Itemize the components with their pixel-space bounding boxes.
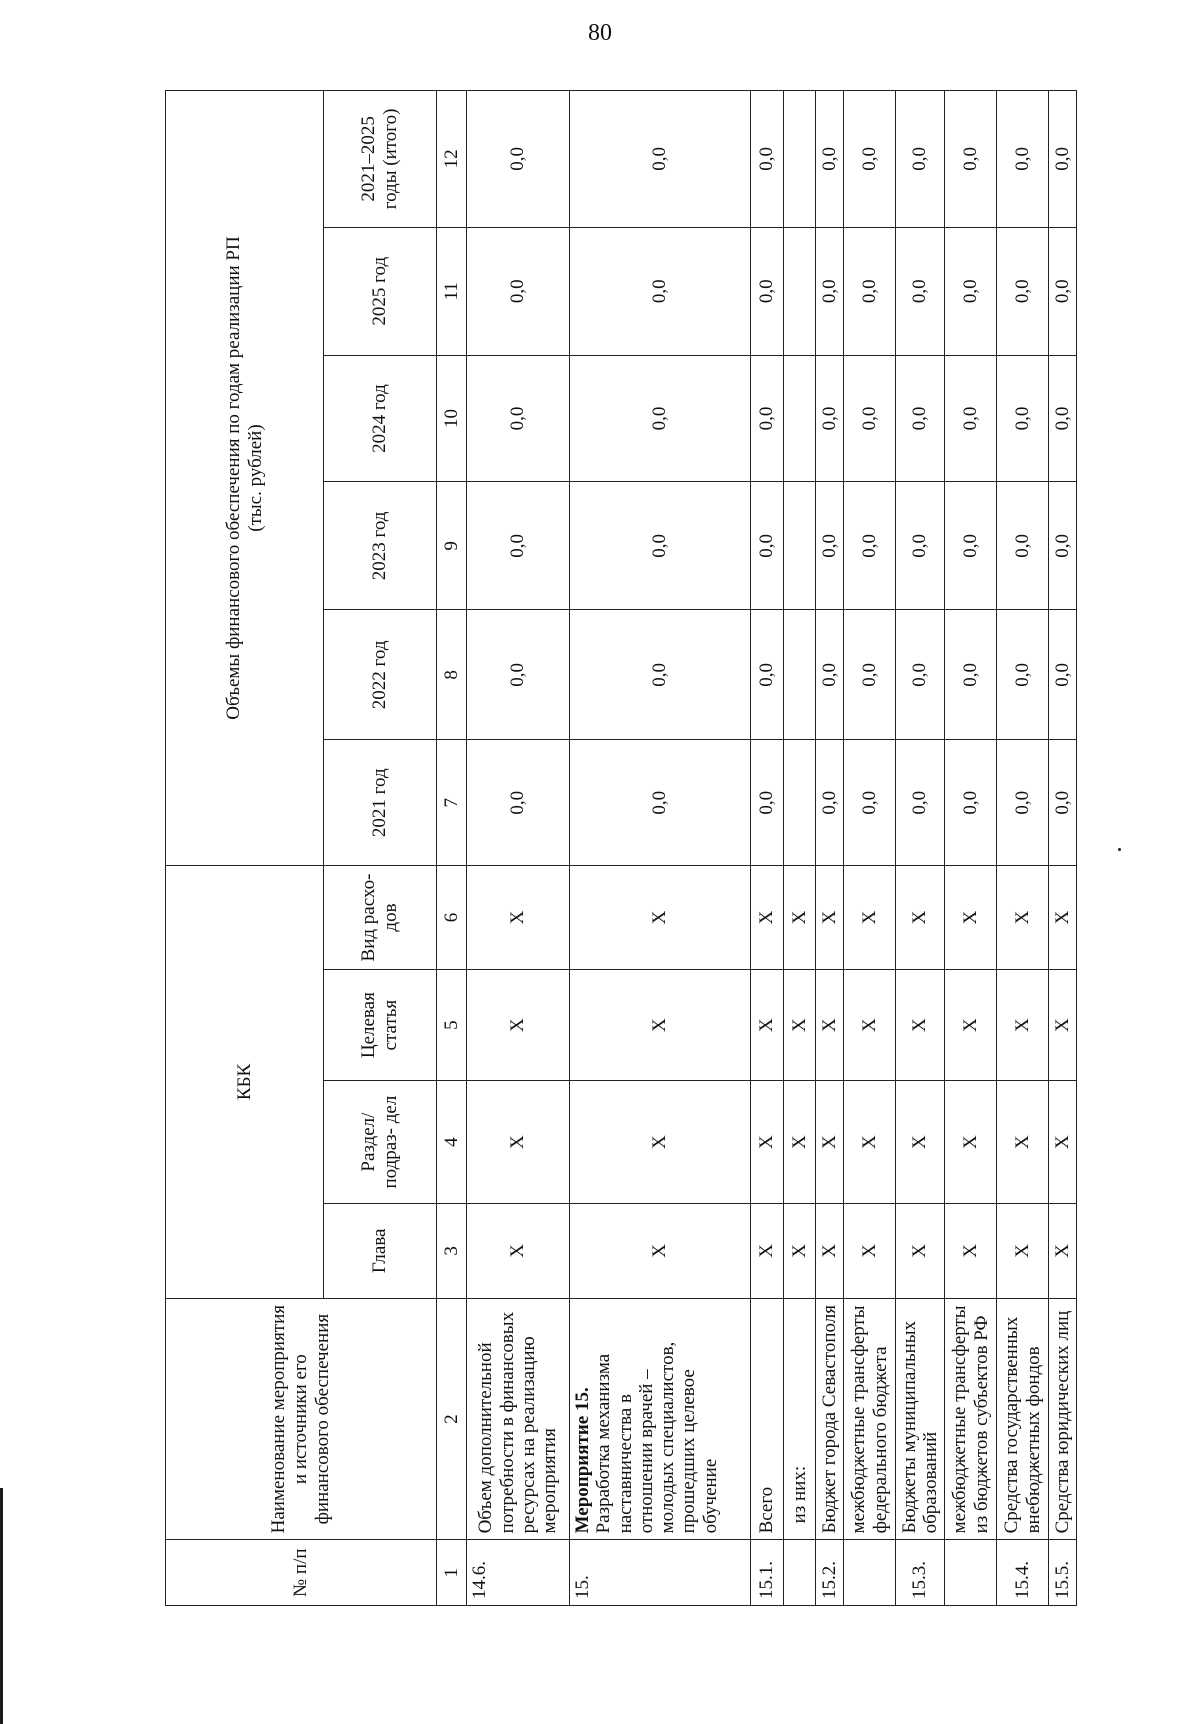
value-cell: 0,0 [751, 610, 784, 740]
row-name: Средства юридических лиц [1049, 1298, 1077, 1540]
table-row [467, 91, 570, 1606]
row-name: Бюджет города Севастополя [816, 1298, 844, 1540]
row-name: Средства государственных внебюджетных фондов [997, 1298, 1049, 1540]
funding-table [165, 90, 1077, 1606]
table-row [784, 91, 816, 1606]
kbk-cell: X [945, 969, 997, 1080]
value-cell: 0,0 [945, 610, 997, 740]
value-cell: 0,0 [467, 355, 570, 482]
value-cell: 0,0 [844, 482, 896, 610]
table-row [997, 91, 1049, 1606]
value-cell: 0,0 [467, 227, 570, 355]
value-cell: 0,0 [816, 740, 844, 866]
kbk-cell: X [896, 1203, 945, 1298]
header-year-2024: 2024 год [324, 355, 437, 482]
col-number: 12 [437, 91, 467, 228]
kbk-cell: X [751, 969, 784, 1080]
value-cell: 0,0 [896, 91, 945, 228]
value-cell: 0,0 [896, 355, 945, 482]
row-number: 15.1. [751, 1540, 784, 1606]
row-name-bold: Мероприятие 15. [572, 1387, 593, 1534]
value-cell: 0,0 [997, 91, 1049, 228]
value-cell: 0,0 [570, 91, 751, 228]
col-number: 3 [437, 1203, 467, 1298]
value-cell [784, 482, 816, 610]
row-name: межбюджетные трансферты федерального бюджета [844, 1298, 896, 1540]
row-number: 15. [570, 1540, 751, 1606]
table-row [945, 91, 997, 1606]
kbk-cell: X [945, 1081, 997, 1203]
kbk-cell: X [1049, 866, 1077, 970]
value-cell: 0,0 [467, 610, 570, 740]
kbk-cell: X [844, 1203, 896, 1298]
table-row [816, 91, 844, 1606]
value-cell: 0,0 [467, 482, 570, 610]
value-cell: 0,0 [945, 740, 997, 866]
col-number: 2 [437, 1298, 467, 1540]
value-cell [784, 227, 816, 355]
row-number [844, 1540, 896, 1606]
value-cell: 0,0 [1049, 610, 1077, 740]
col-number: 10 [437, 355, 467, 482]
value-cell: 0,0 [896, 482, 945, 610]
row-number: 15.4. [997, 1540, 1049, 1606]
row-name: Объем дополнительной потребности в финансовых ресурсах на реализацию мероприятия [467, 1298, 570, 1540]
value-cell: 0,0 [997, 740, 1049, 866]
value-cell: 0,0 [945, 482, 997, 610]
table-row [1049, 91, 1077, 1606]
kbk-cell: X [945, 1203, 997, 1298]
header-kbk-target: Целевая статья [324, 969, 437, 1080]
value-cell: 0,0 [1049, 740, 1077, 866]
table-row [896, 91, 945, 1606]
kbk-cell: X [997, 866, 1049, 970]
kbk-cell: X [784, 969, 816, 1080]
value-cell: 0,0 [570, 740, 751, 866]
kbk-cell: X [467, 1203, 570, 1298]
value-cell: 0,0 [1049, 227, 1077, 355]
row-name: межбюджетные трансферты из бюджетов субъектов РФ [945, 1298, 997, 1540]
kbk-cell: X [945, 866, 997, 970]
value-cell: 0,0 [751, 227, 784, 355]
kbk-cell: X [844, 969, 896, 1080]
value-cell: 0,0 [896, 227, 945, 355]
row-name: из них: [784, 1298, 816, 1540]
funding-unit: (тыс. рублей) [244, 424, 266, 532]
row-number [945, 1540, 997, 1606]
value-cell: 0,0 [945, 227, 997, 355]
value-cell: 0,0 [751, 482, 784, 610]
header-year-2023: 2023 год [324, 482, 437, 610]
kbk-cell: X [896, 866, 945, 970]
kbk-cell: X [784, 866, 816, 970]
row-number: 15.2. [816, 1540, 844, 1606]
col-number: 7 [437, 740, 467, 866]
header-funding [166, 91, 324, 866]
header-kbk-type: Вид расхо- дов [324, 866, 437, 970]
value-cell: 0,0 [816, 355, 844, 482]
value-cell: 0,0 [844, 91, 896, 228]
table-row [844, 91, 896, 1606]
col-number: 1 [437, 1540, 467, 1606]
value-cell [784, 355, 816, 482]
page-number: 80 [588, 20, 612, 46]
kbk-cell: X [570, 969, 751, 1080]
column-numbers-row [437, 91, 467, 1606]
col-number: 9 [437, 482, 467, 610]
kbk-cell: X [784, 1081, 816, 1203]
col-number: 5 [437, 969, 467, 1080]
value-cell: 0,0 [844, 610, 896, 740]
row-name: Бюджеты муниципальных образований [896, 1298, 945, 1540]
kbk-cell: X [844, 1081, 896, 1203]
value-cell: 0,0 [570, 227, 751, 355]
table-row [570, 91, 751, 1606]
row-number: 14.6. [467, 1540, 570, 1606]
rotated-table-wrapper [165, 90, 1112, 1606]
header-year-2022: 2022 год [324, 610, 437, 740]
row-name: Всего [751, 1298, 784, 1540]
kbk-cell: X [467, 969, 570, 1080]
kbk-cell: X [896, 1081, 945, 1203]
col-number: 8 [437, 610, 467, 740]
value-cell: 0,0 [751, 91, 784, 228]
kbk-cell: X [997, 969, 1049, 1080]
kbk-cell: X [784, 1203, 816, 1298]
kbk-cell: X [1049, 1203, 1077, 1298]
value-cell: 0,0 [467, 91, 570, 228]
value-cell: 0,0 [945, 355, 997, 482]
value-cell: 0,0 [570, 610, 751, 740]
col-number: 6 [437, 866, 467, 970]
value-cell: 0,0 [570, 355, 751, 482]
value-cell: 0,0 [816, 610, 844, 740]
kbk-cell: X [816, 866, 844, 970]
kbk-cell: X [816, 969, 844, 1080]
kbk-cell: X [751, 866, 784, 970]
kbk-cell: X [570, 1081, 751, 1203]
value-cell [784, 610, 816, 740]
header-no: № п/п [166, 1540, 437, 1606]
kbk-cell: X [816, 1203, 844, 1298]
kbk-cell: X [751, 1081, 784, 1203]
kbk-cell: X [1049, 1081, 1077, 1203]
col-number: 11 [437, 227, 467, 355]
header-kbk: КБК [166, 866, 324, 1299]
header-name: Наименование мероприятия и источники его финансового обеспечения [166, 1298, 437, 1540]
scan-speck [1118, 848, 1121, 851]
header-kbk-chapter: Глава [324, 1203, 437, 1298]
kbk-cell: X [1049, 969, 1077, 1080]
value-cell: 0,0 [997, 610, 1049, 740]
kbk-cell: X [751, 1203, 784, 1298]
value-cell: 0,0 [816, 482, 844, 610]
row-name-text: Разработка механизма наставничества в отношении врачей – молодых специалистов, прошедших целевое обучение [593, 1341, 721, 1534]
header-year-2025: 2025 год [324, 227, 437, 355]
kbk-cell: X [570, 866, 751, 970]
value-cell: 0,0 [844, 740, 896, 866]
value-cell: 0,0 [844, 227, 896, 355]
value-cell: 0,0 [1049, 91, 1077, 228]
value-cell: 0,0 [751, 355, 784, 482]
header-kbk-section: Раздел/ подраз- дел [324, 1081, 437, 1203]
value-cell: 0,0 [570, 482, 751, 610]
header-year-2021: 2021 год [324, 740, 437, 866]
value-cell: 0,0 [896, 740, 945, 866]
value-cell: 0,0 [844, 355, 896, 482]
kbk-cell: X [997, 1203, 1049, 1298]
kbk-cell: X [896, 969, 945, 1080]
value-cell: 0,0 [1049, 355, 1077, 482]
row-number [784, 1540, 816, 1606]
header-year-total: 2021–2025 годы (итого) [324, 91, 437, 228]
col-number: 4 [437, 1081, 467, 1203]
value-cell: 0,0 [896, 610, 945, 740]
value-cell: 0,0 [751, 740, 784, 866]
row-number: 15.5. [1049, 1540, 1077, 1606]
value-cell [784, 91, 816, 228]
value-cell: 0,0 [1049, 482, 1077, 610]
kbk-cell: X [467, 1081, 570, 1203]
value-cell: 0,0 [997, 355, 1049, 482]
kbk-cell: X [467, 866, 570, 970]
funding-title: Объемы финансового обеспечения по годам реализации РП [222, 236, 244, 720]
table-row [751, 91, 784, 1606]
kbk-cell: X [844, 866, 896, 970]
value-cell [784, 740, 816, 866]
kbk-cell: X [816, 1081, 844, 1203]
value-cell: 0,0 [816, 91, 844, 228]
value-cell: 0,0 [945, 91, 997, 228]
value-cell: 0,0 [816, 227, 844, 355]
value-cell: 0,0 [467, 740, 570, 866]
kbk-cell: X [570, 1203, 751, 1298]
row-number: 15.3. [896, 1540, 945, 1606]
scan-edge-mark [0, 1488, 3, 1724]
value-cell: 0,0 [997, 227, 1049, 355]
kbk-cell: X [997, 1081, 1049, 1203]
value-cell: 0,0 [997, 482, 1049, 610]
row-name [570, 1298, 751, 1540]
